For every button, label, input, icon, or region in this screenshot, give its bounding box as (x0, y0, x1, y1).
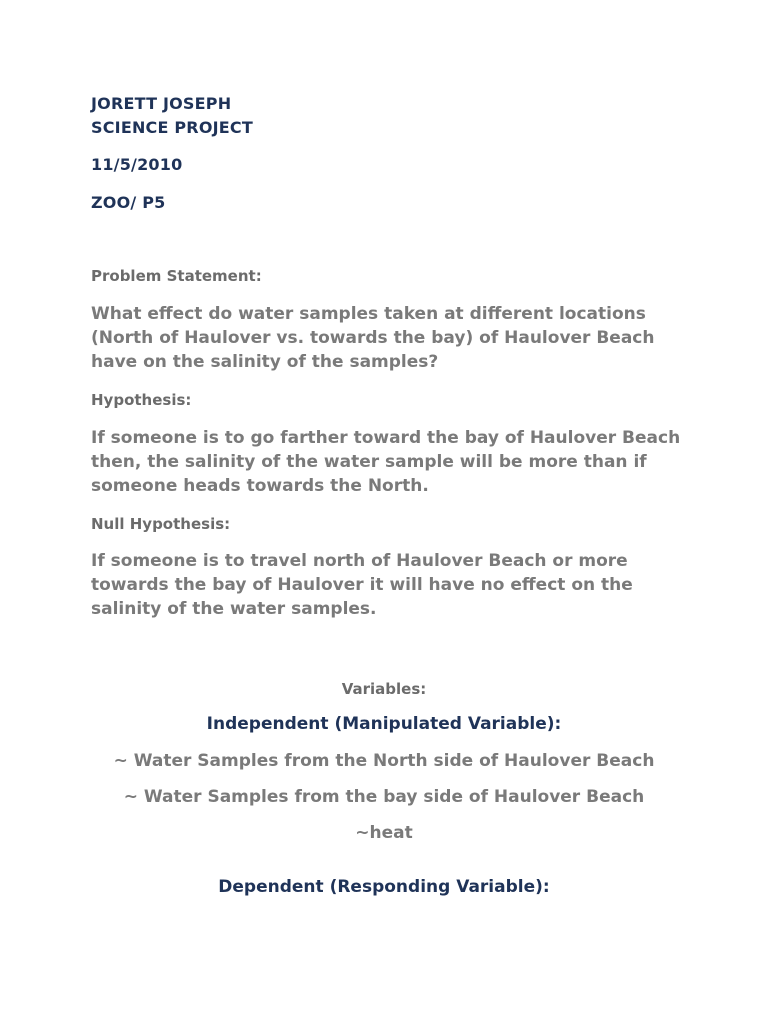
problem-statement-text: What effect do water samples taken at different locations (North of Haulover vs. towards the bay) of Haulover Beach have on the salinity of the samples? (91, 304, 655, 372)
problem-statement-label: Problem Statement: (91, 267, 262, 285)
hypothesis-text: If someone is to go farther toward the bay of Haulover Beach then, the salinity of the water sample will be more than if someone heads towards the North. (91, 428, 681, 496)
project-title: SCIENCE PROJECT (91, 118, 253, 137)
null-hypothesis-label: Null Hypothesis: (91, 515, 231, 533)
independent-variable-item: ~ Water Samples from the bay side of Haulover Beach (123, 787, 645, 807)
null-hypothesis-text: If someone is to travel north of Haulover Beach or more towards the bay of Haulover it will have no effect on the salinity of the water samples. (91, 551, 633, 619)
author-name: JORETT JOSEPH (91, 94, 232, 113)
class-period: ZOO/ P5 (91, 193, 166, 212)
independent-variable-item: ~ Water Samples from the North side of Haulover Beach (113, 751, 655, 771)
dependent-variable-heading: Dependent (Responding Variable): (218, 877, 550, 897)
independent-variable-heading: Independent (Manipulated Variable): (206, 714, 562, 734)
document-date: 11/5/2010 (91, 155, 183, 174)
independent-variable-item: ~heat (355, 823, 413, 843)
hypothesis-label: Hypothesis: (91, 391, 192, 409)
variables-label: Variables: (341, 680, 427, 698)
